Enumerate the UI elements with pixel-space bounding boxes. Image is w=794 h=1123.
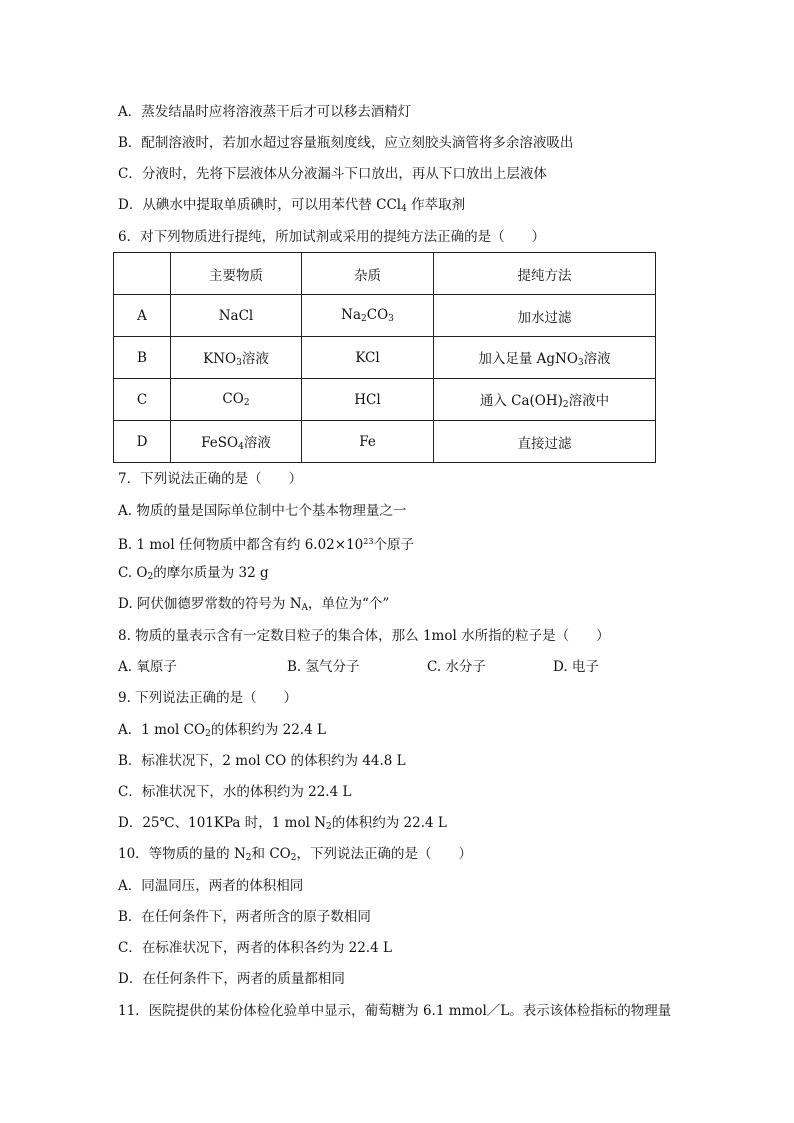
q10-option-c: C．在标准状况下，两者的体积各约为 22.4 L bbox=[118, 940, 392, 956]
purification-method: 加入足量 AgNO$_3$溶液 bbox=[434, 337, 656, 379]
main-substance: $KNO_3$溶液 bbox=[171, 337, 302, 379]
q7-option-a: A. 物质的量是国际单位制中七个基本物理量之一 bbox=[118, 503, 407, 519]
q8-option-c: C. 水分子 bbox=[427, 659, 486, 675]
q5-option-a: A．蒸发结晶时应将溶液蒸干后才可以移去酒精灯 bbox=[118, 104, 412, 120]
q10-option-d: D．在任何条件下，两者的质量都相同 bbox=[118, 971, 345, 987]
q8-option-a: A. 氧原子 bbox=[118, 659, 177, 675]
impurity: KCl bbox=[302, 337, 434, 379]
impurity: Fe bbox=[302, 421, 434, 463]
main-substance: $CO_2$ bbox=[171, 379, 302, 421]
table-row bbox=[114, 421, 656, 463]
q7-option-b: B. 1 mol 任何物质中都含有约 $6.02\times 10^{23}$个原子 bbox=[118, 537, 414, 553]
row-label: B bbox=[114, 337, 171, 379]
q9-option-d: D．25℃、101KPa 时，1 mol $N_2$的体积约为 22.4 L bbox=[118, 815, 447, 832]
q8-options-row bbox=[118, 658, 638, 676]
impurity: $Na_2CO_3$ bbox=[302, 295, 434, 337]
row-label: A bbox=[114, 295, 171, 337]
q8-stem: 8. 物质的量表示含有一定数目粒子的集合体，那么 1mol 水所指的粒子是（ ） bbox=[118, 628, 610, 644]
table-header-cell bbox=[114, 253, 171, 295]
q7-stem: 7．下列说法正确的是（ ） bbox=[118, 471, 303, 487]
main-substance: FeSO$_4$溶液 bbox=[171, 421, 302, 463]
table-header-cell: 杂质 bbox=[302, 253, 434, 295]
table-row bbox=[114, 337, 656, 379]
main-substance: NaCl bbox=[171, 295, 302, 337]
table-header-cell: 主要物质 bbox=[171, 253, 302, 295]
table-header-cell: 提纯方法 bbox=[434, 253, 656, 295]
purification-table bbox=[113, 252, 656, 463]
q11-stem: 11．医院提供的某份体检化验单中显示，葡萄糖为 6.1 mmol／L。表示该体检指标的物理量 bbox=[118, 1003, 672, 1019]
row-label: C bbox=[114, 379, 171, 421]
q9-stem: 9. 下列说法正确的是（ ） bbox=[118, 690, 298, 706]
q7-option-d: D. 阿伏伽德罗常数的符号为 $N_A$，单位为“个” bbox=[118, 596, 390, 613]
row-label: D bbox=[114, 421, 171, 463]
q6-stem: 6．对下列物质进行提纯，所加试剂或采用的提纯方法正确的是（ ） bbox=[118, 229, 546, 245]
q10-stem: 10．等物质的量的 $N_2$和 $CO_2$，下列说法正确的是（ ） bbox=[118, 846, 472, 863]
q9-option-a: A．1 mol $CO_2$的体积约为 22.4 L bbox=[118, 722, 326, 739]
impurity: HCl bbox=[302, 379, 434, 421]
q9-option-c: C．标准状况下，水的体积约为 22.4 L bbox=[118, 784, 352, 800]
table-row bbox=[114, 295, 656, 337]
purification-method: 直接过滤 bbox=[434, 421, 656, 463]
table-header-row bbox=[114, 253, 656, 295]
q10-option-b: B．在任何条件下，两者所含的原子数相同 bbox=[118, 909, 371, 925]
purification-method: 通入 $Ca(OH)_2$溶液中 bbox=[434, 379, 656, 421]
q8-option-d: D. 电子 bbox=[553, 659, 599, 675]
q5-option-c: C．分液时，先将下层液体从分液漏斗下口放出，再从下口放出上层液体 bbox=[118, 166, 547, 182]
q5-option-d: D．从碘水中提取单质碘时，可以用苯代替 CCl$_4$ 作萃取剂 bbox=[118, 197, 466, 214]
q8-option-b: B. 氢气分子 bbox=[287, 659, 360, 675]
table-row bbox=[114, 379, 656, 421]
q5-option-b: B．配制溶液时，若加水超过容量瓶刻度线，应立刻胶头滴管将多余溶液吸出 bbox=[118, 135, 574, 151]
purification-method: 加水过滤 bbox=[434, 295, 656, 337]
q9-option-b: B．标准状况下，2 mol CO 的体积约为 44.8 L bbox=[118, 753, 406, 769]
q10-option-a: A．同温同压，两者的体积相同 bbox=[118, 878, 304, 894]
q7-option-c: C. $O_2$的摩尔质量为 32 g bbox=[118, 565, 269, 582]
